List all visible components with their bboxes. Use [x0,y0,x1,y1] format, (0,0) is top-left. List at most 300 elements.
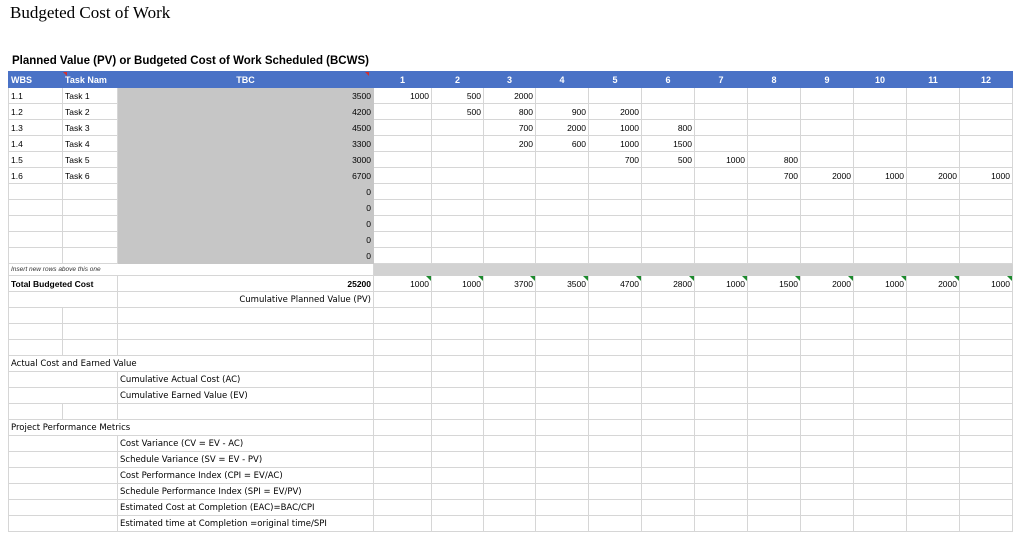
period-cell[interactable]: 2000 [801,168,854,184]
blank-cell[interactable] [695,404,748,420]
period-cell[interactable] [695,216,748,232]
header-period-2[interactable]: 2 [432,72,484,88]
period-cell[interactable] [374,200,432,216]
metric-value-cell[interactable] [642,452,695,468]
metric-value-cell[interactable] [589,436,642,452]
period-cell[interactable]: 1500 [642,136,695,152]
metric-value-cell[interactable] [536,484,589,500]
blank-cell[interactable] [63,308,118,324]
period-cell[interactable] [589,88,642,104]
period-cell[interactable]: 700 [589,152,642,168]
header-period-6[interactable]: 6 [642,72,695,88]
metric-value-cell[interactable] [748,500,801,516]
cumulative-pv-cell[interactable] [801,292,854,308]
blank-cell[interactable] [9,516,118,532]
metric-value-cell[interactable] [484,516,536,532]
metric-value-cell[interactable] [854,436,907,452]
actual-value-cell[interactable] [960,372,1013,388]
cumulative-pv-cell[interactable] [642,292,695,308]
blank-cell[interactable] [907,308,960,324]
metric-value-cell[interactable] [374,484,432,500]
period-cell[interactable] [907,88,960,104]
period-cell[interactable]: 1000 [589,120,642,136]
metric-value-cell[interactable] [801,452,854,468]
tbc-cell[interactable]: 0 [118,248,374,264]
period-cell[interactable] [374,216,432,232]
blank-cell[interactable] [801,356,854,372]
period-cell[interactable] [484,184,536,200]
budget-spreadsheet[interactable] [8,71,1013,532]
actual-value-cell[interactable] [484,388,536,404]
blank-cell[interactable] [854,308,907,324]
actual-value-cell[interactable] [907,372,960,388]
blank-cell[interactable] [9,340,63,356]
metric-value-cell[interactable] [374,500,432,516]
period-cell[interactable] [484,248,536,264]
blank-cell[interactable] [748,420,801,436]
period-cell[interactable] [748,184,801,200]
period-cell[interactable] [748,120,801,136]
insert-cell[interactable] [748,264,801,276]
blank-cell[interactable] [63,340,118,356]
wbs-cell[interactable]: 1.4 [9,136,63,152]
blank-cell[interactable] [801,324,854,340]
tbc-cell[interactable]: 4200 [118,104,374,120]
actual-value-cell[interactable] [748,388,801,404]
period-cell[interactable] [484,200,536,216]
period-cell[interactable] [854,200,907,216]
period-cell[interactable] [854,232,907,248]
period-cell[interactable] [960,184,1013,200]
period-cell[interactable] [960,88,1013,104]
period-cell[interactable] [589,216,642,232]
task-name-cell[interactable]: Task 3 [63,120,118,136]
tbc-cell[interactable]: 4500 [118,120,374,136]
header-period-5[interactable]: 5 [589,72,642,88]
actual-value-cell[interactable] [536,372,589,388]
blank-cell[interactable] [374,404,432,420]
blank-cell[interactable] [9,388,118,404]
blank-cell[interactable] [432,340,484,356]
header-period-10[interactable]: 10 [854,72,907,88]
blank-cell[interactable] [801,308,854,324]
period-cell[interactable] [854,120,907,136]
blank-cell[interactable] [374,356,432,372]
metric-value-cell[interactable] [748,452,801,468]
blank-cell[interactable] [536,404,589,420]
wbs-cell[interactable] [9,248,63,264]
period-cell[interactable] [748,216,801,232]
header-period-11[interactable]: 11 [907,72,960,88]
metric-value-cell[interactable] [748,484,801,500]
task-name-cell[interactable] [63,232,118,248]
period-cell[interactable]: 600 [536,136,589,152]
tbc-cell[interactable]: 3500 [118,88,374,104]
task-name-cell[interactable]: Task 2 [63,104,118,120]
blank-cell[interactable] [432,420,484,436]
metric-value-cell[interactable] [432,468,484,484]
period-cell[interactable] [907,152,960,168]
period-cell[interactable] [854,136,907,152]
wbs-cell[interactable]: 1.2 [9,104,63,120]
period-cell[interactable] [432,216,484,232]
period-cell[interactable] [536,200,589,216]
blank-cell[interactable] [854,404,907,420]
period-cell[interactable]: 800 [484,104,536,120]
blank-cell[interactable] [854,420,907,436]
actual-value-cell[interactable] [642,372,695,388]
header-period-12[interactable]: 12 [960,72,1013,88]
period-cell[interactable] [374,248,432,264]
period-cell[interactable] [801,232,854,248]
metric-value-cell[interactable] [432,516,484,532]
metric-value-cell[interactable] [642,436,695,452]
cumulative-pv-cell[interactable] [432,292,484,308]
task-name-cell[interactable]: Task 5 [63,152,118,168]
period-cell[interactable]: 500 [642,152,695,168]
period-cell[interactable]: 2000 [589,104,642,120]
period-cell[interactable] [374,152,432,168]
blank-cell[interactable] [748,308,801,324]
metric-value-cell[interactable] [695,516,748,532]
metric-value-cell[interactable] [374,468,432,484]
insert-cell[interactable] [536,264,589,276]
period-cell[interactable] [695,248,748,264]
blank-cell[interactable] [589,340,642,356]
blank-cell[interactable] [589,356,642,372]
period-cell[interactable] [432,152,484,168]
blank-cell[interactable] [536,324,589,340]
period-cell[interactable] [695,120,748,136]
blank-cell[interactable] [960,420,1013,436]
blank-cell[interactable] [9,372,118,388]
header-wbs[interactable]: WBS [9,72,63,88]
metric-value-cell[interactable] [960,468,1013,484]
period-cell[interactable] [960,232,1013,248]
period-cell[interactable]: 1000 [589,136,642,152]
blank-cell[interactable] [695,308,748,324]
metric-value-cell[interactable] [536,500,589,516]
period-cell[interactable]: 500 [432,88,484,104]
period-cell[interactable] [536,184,589,200]
period-cell[interactable] [642,168,695,184]
blank-cell[interactable] [907,324,960,340]
blank-cell[interactable] [642,340,695,356]
blank-cell[interactable] [854,324,907,340]
period-cell[interactable] [589,248,642,264]
insert-cell[interactable] [695,264,748,276]
tbc-cell[interactable]: 6700 [118,168,374,184]
total-period-cell[interactable]: 2800 [642,276,695,292]
metric-value-cell[interactable] [374,516,432,532]
metric-value-cell[interactable] [854,500,907,516]
cumulative-pv-cell[interactable] [960,292,1013,308]
metric-value-cell[interactable] [960,500,1013,516]
period-cell[interactable]: 800 [642,120,695,136]
header-tbc[interactable]: TBC [118,72,374,88]
metric-value-cell[interactable] [907,516,960,532]
period-cell[interactable] [960,216,1013,232]
metric-value-cell[interactable] [960,436,1013,452]
blank-cell[interactable] [118,404,374,420]
period-cell[interactable] [536,232,589,248]
period-cell[interactable] [374,120,432,136]
metric-value-cell[interactable] [484,452,536,468]
metric-value-cell[interactable] [642,484,695,500]
metric-value-cell[interactable] [695,500,748,516]
period-cell[interactable] [589,200,642,216]
blank-cell[interactable] [118,308,374,324]
header-period-9[interactable]: 9 [801,72,854,88]
period-cell[interactable]: 900 [536,104,589,120]
period-cell[interactable]: 500 [432,104,484,120]
period-cell[interactable] [907,104,960,120]
metric-value-cell[interactable] [484,500,536,516]
blank-cell[interactable] [374,420,432,436]
period-cell[interactable] [642,200,695,216]
period-cell[interactable] [907,120,960,136]
period-cell[interactable] [960,152,1013,168]
metric-value-cell[interactable] [642,468,695,484]
period-cell[interactable]: 2000 [484,88,536,104]
period-cell[interactable] [432,136,484,152]
metric-value-cell[interactable] [907,468,960,484]
period-cell[interactable] [854,184,907,200]
period-cell[interactable] [484,232,536,248]
blank-cell[interactable] [854,340,907,356]
wbs-cell[interactable]: 1.5 [9,152,63,168]
period-cell[interactable] [854,152,907,168]
blank-cell[interactable] [374,324,432,340]
period-cell[interactable] [536,216,589,232]
period-cell[interactable]: 1000 [854,168,907,184]
period-cell[interactable] [907,248,960,264]
period-cell[interactable]: 200 [484,136,536,152]
period-cell[interactable] [642,104,695,120]
metric-value-cell[interactable] [374,436,432,452]
blank-cell[interactable] [748,404,801,420]
wbs-cell[interactable] [9,184,63,200]
blank-cell[interactable] [907,404,960,420]
cumulative-pv-cell[interactable] [907,292,960,308]
blank-cell[interactable] [118,324,374,340]
metric-value-cell[interactable] [695,484,748,500]
period-cell[interactable] [589,168,642,184]
period-cell[interactable] [374,232,432,248]
blank-cell[interactable] [695,324,748,340]
period-cell[interactable] [960,248,1013,264]
period-cell[interactable] [907,184,960,200]
metric-value-cell[interactable] [536,452,589,468]
metric-value-cell[interactable] [907,452,960,468]
header-period-3[interactable]: 3 [484,72,536,88]
blank-cell[interactable] [748,324,801,340]
actual-value-cell[interactable] [854,372,907,388]
blank-cell[interactable] [9,292,118,308]
period-cell[interactable] [748,248,801,264]
period-cell[interactable] [960,200,1013,216]
actual-value-cell[interactable] [484,372,536,388]
blank-cell[interactable] [118,340,374,356]
header-period-4[interactable]: 4 [536,72,589,88]
metric-value-cell[interactable] [695,436,748,452]
metric-value-cell[interactable] [589,484,642,500]
tbc-cell[interactable]: 3300 [118,136,374,152]
period-cell[interactable] [432,184,484,200]
header-period-1[interactable]: 1 [374,72,432,88]
period-cell[interactable] [854,88,907,104]
period-cell[interactable] [432,168,484,184]
total-period-cell[interactable]: 1000 [432,276,484,292]
task-name-cell[interactable]: Task 4 [63,136,118,152]
blank-cell[interactable] [9,468,118,484]
blank-cell[interactable] [9,484,118,500]
insert-cell[interactable] [642,264,695,276]
period-cell[interactable] [374,168,432,184]
blank-cell[interactable] [854,356,907,372]
task-name-cell[interactable] [63,184,118,200]
actual-value-cell[interactable] [695,372,748,388]
period-cell[interactable] [801,184,854,200]
blank-cell[interactable] [801,404,854,420]
period-cell[interactable] [854,216,907,232]
cumulative-pv-cell[interactable] [748,292,801,308]
period-cell[interactable] [960,104,1013,120]
metric-value-cell[interactable] [854,452,907,468]
wbs-cell[interactable]: 1.6 [9,168,63,184]
blank-cell[interactable] [642,404,695,420]
blank-cell[interactable] [589,420,642,436]
metric-value-cell[interactable] [695,468,748,484]
blank-cell[interactable] [484,324,536,340]
blank-cell[interactable] [63,324,118,340]
period-cell[interactable] [801,136,854,152]
metric-value-cell[interactable] [801,436,854,452]
metric-value-cell[interactable] [854,484,907,500]
tbc-cell[interactable]: 0 [118,232,374,248]
blank-cell[interactable] [63,404,118,420]
tbc-cell[interactable]: 0 [118,184,374,200]
period-cell[interactable] [484,152,536,168]
metric-value-cell[interactable] [960,516,1013,532]
period-cell[interactable] [589,184,642,200]
wbs-cell[interactable]: 1.3 [9,120,63,136]
metric-value-cell[interactable] [432,500,484,516]
blank-cell[interactable] [536,356,589,372]
period-cell[interactable] [536,88,589,104]
insert-cell[interactable] [907,264,960,276]
metric-value-cell[interactable] [748,468,801,484]
period-cell[interactable] [748,88,801,104]
actual-value-cell[interactable] [589,372,642,388]
period-cell[interactable]: 800 [748,152,801,168]
cumulative-pv-cell[interactable] [589,292,642,308]
total-period-cell[interactable]: 2000 [907,276,960,292]
blank-cell[interactable] [907,420,960,436]
task-name-cell[interactable]: Task 1 [63,88,118,104]
metric-value-cell[interactable] [907,500,960,516]
wbs-cell[interactable]: 1.1 [9,88,63,104]
total-period-cell[interactable]: 4700 [589,276,642,292]
blank-cell[interactable] [374,340,432,356]
metric-value-cell[interactable] [642,516,695,532]
metric-value-cell[interactable] [801,500,854,516]
blank-cell[interactable] [960,356,1013,372]
cumulative-pv-cell[interactable] [854,292,907,308]
blank-cell[interactable] [9,404,63,420]
blank-cell[interactable] [432,404,484,420]
metric-value-cell[interactable] [801,516,854,532]
actual-value-cell[interactable] [432,372,484,388]
tbc-cell[interactable]: 3000 [118,152,374,168]
task-name-cell[interactable] [63,216,118,232]
period-cell[interactable] [801,248,854,264]
period-cell[interactable] [642,232,695,248]
period-cell[interactable]: 2000 [907,168,960,184]
actual-value-cell[interactable] [695,388,748,404]
blank-cell[interactable] [960,324,1013,340]
period-cell[interactable]: 1000 [695,152,748,168]
period-cell[interactable] [907,216,960,232]
period-cell[interactable] [854,248,907,264]
metric-value-cell[interactable] [960,452,1013,468]
period-cell[interactable] [801,104,854,120]
actual-value-cell[interactable] [801,388,854,404]
total-period-cell[interactable]: 1000 [374,276,432,292]
period-cell[interactable] [748,232,801,248]
wbs-cell[interactable] [9,200,63,216]
period-cell[interactable] [854,104,907,120]
blank-cell[interactable] [695,356,748,372]
cumulative-pv-cell[interactable] [374,292,432,308]
blank-cell[interactable] [432,324,484,340]
metric-value-cell[interactable] [536,468,589,484]
metric-value-cell[interactable] [854,468,907,484]
metric-value-cell[interactable] [432,436,484,452]
metric-value-cell[interactable] [432,484,484,500]
metric-value-cell[interactable] [589,452,642,468]
period-cell[interactable]: 2000 [536,120,589,136]
task-name-cell[interactable]: Task 6 [63,168,118,184]
period-cell[interactable] [589,232,642,248]
blank-cell[interactable] [484,404,536,420]
blank-cell[interactable] [589,308,642,324]
blank-cell[interactable] [695,420,748,436]
actual-value-cell[interactable] [854,388,907,404]
blank-cell[interactable] [960,404,1013,420]
actual-value-cell[interactable] [536,388,589,404]
actual-value-cell[interactable] [374,388,432,404]
task-name-cell[interactable] [63,248,118,264]
period-cell[interactable] [484,216,536,232]
total-period-cell[interactable]: 1500 [748,276,801,292]
blank-cell[interactable] [801,420,854,436]
insert-cell[interactable] [432,264,484,276]
period-cell[interactable] [801,88,854,104]
period-cell[interactable] [907,200,960,216]
blank-cell[interactable] [374,308,432,324]
blank-cell[interactable] [536,420,589,436]
tbc-cell[interactable]: 0 [118,200,374,216]
period-cell[interactable] [374,136,432,152]
period-cell[interactable] [907,232,960,248]
blank-cell[interactable] [960,308,1013,324]
metric-value-cell[interactable] [432,452,484,468]
period-cell[interactable] [642,248,695,264]
header-period-8[interactable]: 8 [748,72,801,88]
period-cell[interactable] [801,152,854,168]
period-cell[interactable] [960,120,1013,136]
